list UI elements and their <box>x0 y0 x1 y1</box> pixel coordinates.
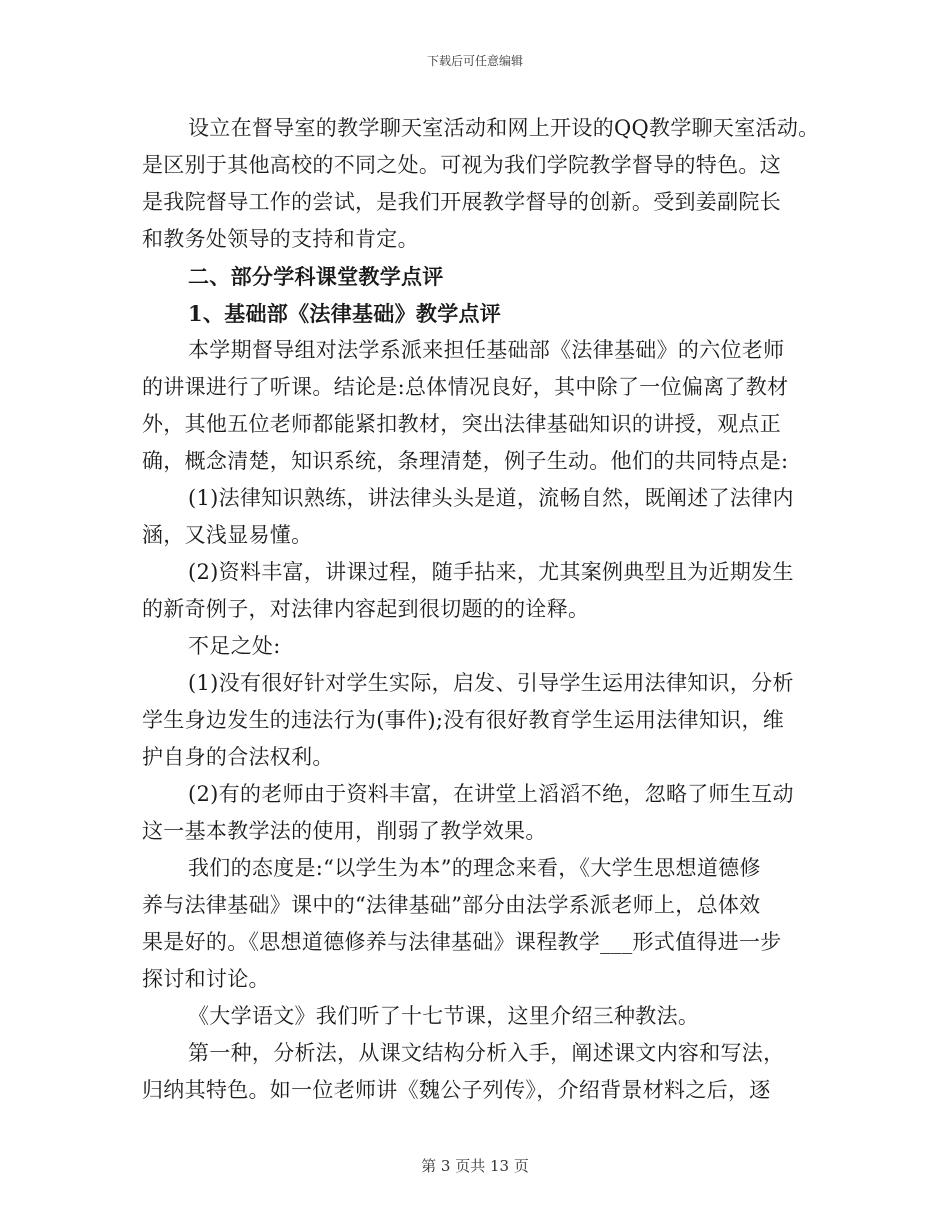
paragraph-line: 学生身边发生的违法行为(事件);没有很好教育学生运用法律知识，维 <box>142 708 785 732</box>
paragraph-line: 的讲课进行了听课。结论是:总体情况良好，其中除了一位偏离了教材 <box>142 375 789 399</box>
paragraph-line: 探讨和讨论。 <box>142 967 270 991</box>
subsection-heading: 1、基础部《法律基础》教学点评 <box>188 301 502 326</box>
paragraph-line: 的新奇例子，对法律内容起到很切题的的诠释。 <box>142 597 590 621</box>
paragraph-line: 不足之处: <box>188 634 281 658</box>
paragraph-line: (1)法律知识熟练，讲法律头头是道，流畅自然，既阐述了法律内 <box>188 486 794 510</box>
paragraph-line: 护自身的合法权利。 <box>142 745 334 769</box>
page-header: 下载后可任意编辑 <box>426 54 523 68</box>
paragraph-line: 确，概念清楚，知识系统，条理清楚，例子生动。他们的共同特点是: <box>142 449 789 473</box>
paragraph-line: 涵，又浅显易懂。 <box>142 523 313 547</box>
paragraph-line: 是我院督导工作的尝试，是我们开展教学督导的创新。受到姜副院长 <box>142 190 781 214</box>
paragraph-line: 养与法律基础》课中的“法律基础”部分由法学系派老师上，总体效 <box>142 893 761 917</box>
paragraph-line: 归纳其特色。如一位老师讲《魏公子列传》，介绍背景材料之后，逐 <box>142 1078 771 1102</box>
paragraph-line: 是区别于其他高校的不同之处。可视为我们学院教学督导的特色。这 <box>142 153 781 177</box>
paragraph-line: 和教务处领导的支持和肯定。 <box>142 227 419 251</box>
page-number: 第 3 页共 13 页 <box>421 1157 529 1175</box>
paragraph-line: 外，其他五位老师都能紧扣教材，突出法律基础知识的讲授，观点正 <box>142 412 781 436</box>
paragraph-line: 《大学语文》我们听了十七节课，这里介绍三种教法。 <box>188 1004 700 1028</box>
paragraph-line: 果是好的。《思想道德修养与法律基础》课程教学___形式值得进一步 <box>142 930 782 954</box>
paragraph-line: (2)资料丰富，讲课过程，随手拈来，尤其案例典型且为近期发生 <box>188 560 794 584</box>
paragraph-line: (2)有的老师由于资料丰富，在讲堂上滔滔不绝，忽略了师生互动 <box>188 782 794 806</box>
paragraph-line: 设立在督导室的教学聊天室活动和网上开设的QQ教学聊天室活动。 <box>188 116 820 140</box>
paragraph-line: 本学期督导组对法学系派来担任基础部《法律基础》的六位老师 <box>188 338 785 362</box>
paragraph-line: (1)没有很好针对学生实际，启发、引导学生运用法律知识，分析 <box>188 671 794 695</box>
paragraph-line: 这一基本教学法的使用，削弱了教学效果。 <box>142 819 547 843</box>
document-body <box>142 110 820 1109</box>
paragraph-line: 第一种，分析法，从课文结构分析入手，阐述课文内容和写法， <box>188 1041 785 1065</box>
section-heading: 二、部分学科课堂教学点评 <box>188 264 444 289</box>
paragraph-line: 我们的态度是:“以学生为本”的理念来看，《大学生思想道德修 <box>188 856 761 880</box>
